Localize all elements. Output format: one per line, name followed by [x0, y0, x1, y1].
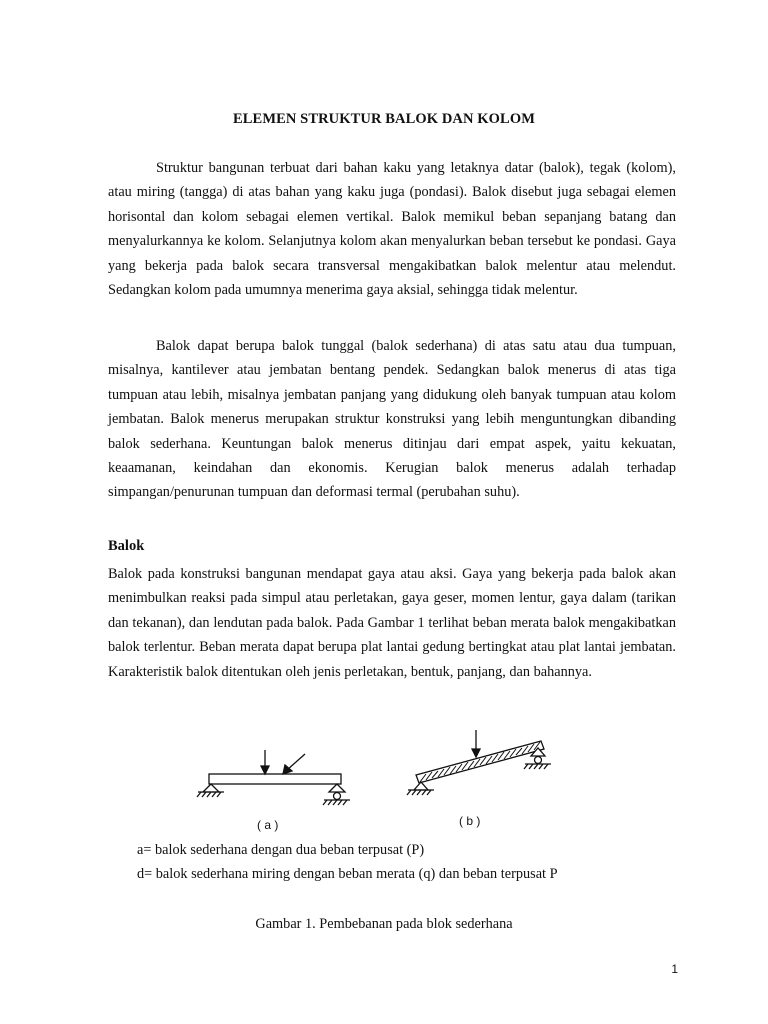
page-number: 1 [671, 962, 678, 976]
beam-a-diagram [197, 750, 350, 805]
paragraph-intro: Struktur bangunan terbuat dari bahan kaku yang letaknya datar (balok), tegak (kolom), atau miring (tangga) di atas bahan yang kaku juga (pondasi). Balok disebut juga sebagai elemen horisontal dan kolom sebagai elemen vertikal. Balok memikul beban sepanjang batang dan menyalurkannya ke kolom. Selanjutnya kolom akan menyalurkan beban tersebut ke pondasi. Gaya yang bekerja pada balok secara transversal mengakibatkan balok melentur atau melendut. Sedangkan kolom pada umumnya menerima gaya aksial, sehingga tidak melentur. [108, 160, 676, 299]
legend-a: a= balok sederhana dengan dua beban terpusat (P) [137, 842, 425, 858]
figure-beams [0, 720, 768, 840]
section-heading-balok: Balok [108, 538, 145, 554]
figure-label-a: ( a ) [257, 818, 279, 832]
legend-d: d= balok sederhana miring dengan beban merata (q) dan beban terpusat P [137, 866, 558, 882]
support-roller-right [329, 784, 345, 792]
beam-diagrams [0, 720, 768, 840]
paragraph-balok: Balok pada konstruksi bangunan mendapat gaya atau aksi. Gaya yang bekerja pada balok akan menimbulkan reaksi pada simpul atau perletakan, gaya geser, momen lentur, gaya dalam (tarikan dan tekanan), dan lendutan pada balok. Pada Gambar 1 terlihat beban merata balok mengakibatkan balok terlentur. Beban merata dapat berupa plat lantai gedung bertingkat atau plat lantai jembatan. Karakteristik balok ditentukan oleh jenis perletakan, bentuk, panjang, dan bahannya. [108, 566, 676, 680]
beam-b-diagram [407, 730, 551, 795]
figure-label-b: ( b ) [459, 814, 481, 828]
support-pin-left-b [414, 782, 428, 790]
support-pin-left [203, 784, 219, 792]
figure-caption: Gambar 1. Pembebanan pada blok sederhana [255, 916, 513, 932]
beam-a [209, 774, 341, 784]
beam-b [416, 741, 544, 783]
load-arrow-inclined [287, 754, 305, 770]
page-title: ELEMEN STRUKTUR BALOK DAN KOLOM [233, 111, 535, 127]
paragraph-balok-types: Balok dapat berupa balok tunggal (balok sederhana) di atas satu atau dua tumpuan, misalnya, kantilever atau jembatan bentang pendek. Sedangkan balok menerus di atas tiga tumpuan atau lebih, misalnya jembatan panjang yang didukung oleh banyak tumpuan atau kolom jembatan. Balok menerus merupakan struktur konstruksi yang lebih menguntungkan dibanding balok sederhana. Keuntungan balok menerus ditinjau dari empat aspek, yaitu kekuatan, keaamanan, keindahan dan ekonomis. Kerugian balok menerus adalah terhadap simpangan/penurunan tumpuan dan deformasi termal (perubahan suhu). [108, 338, 676, 501]
